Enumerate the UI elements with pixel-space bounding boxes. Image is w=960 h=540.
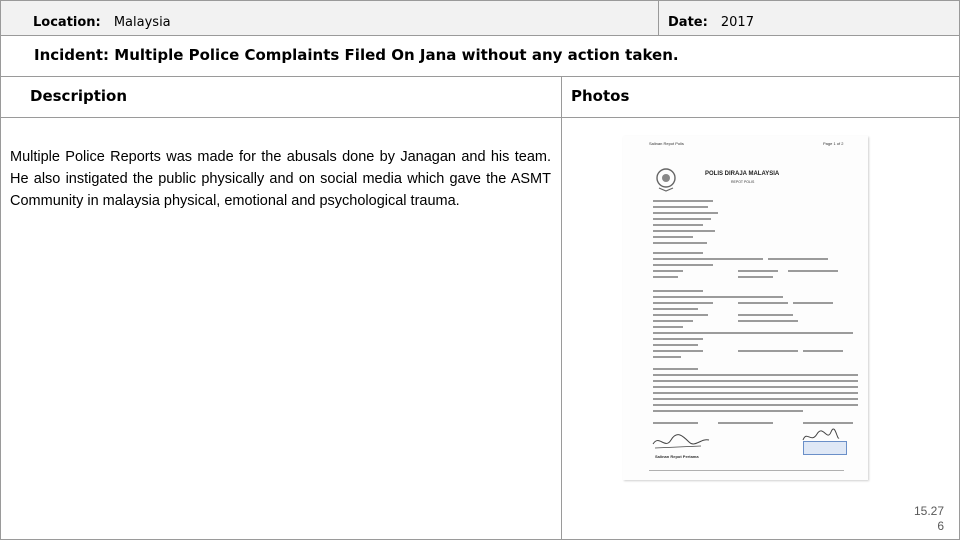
slide-number-line1: 15.27 [913, 504, 944, 518]
signature-caption: Salinan Repot Pertama [655, 454, 699, 459]
police-crest-icon [655, 166, 677, 192]
photo-subtitle: REPOT POLIS [731, 180, 755, 184]
photo-top-right-text: Page 1 of 2 [823, 141, 844, 146]
incident-title: Incident: Multiple Police Complaints Filed On Jana without any action taken. [34, 46, 679, 64]
police-report-photo [623, 136, 868, 480]
description-header-cell [0, 76, 562, 118]
location-label: Location: [33, 15, 101, 30]
description-header: Description [30, 87, 128, 105]
photos-header-cell [561, 76, 960, 118]
description-text: Multiple Police Reports was made for the abusals done by Janagan and his team. He also instigated the public physically and on social media which gave the ASMT Community in malaysia physical, emotional and psychological trauma. [10, 149, 551, 209]
date-cell [658, 0, 960, 36]
slide-number [914, 504, 944, 534]
photos-header: Photos [571, 87, 630, 105]
stamp-icon [803, 441, 847, 455]
photo-title: POLIS DIRAJA MALAYSIA [705, 171, 780, 177]
location-cell [0, 0, 659, 36]
date-value: 2017 [720, 15, 754, 30]
signature-left-icon [651, 430, 711, 452]
description-body-cell [0, 117, 562, 540]
location-value: Malaysia [113, 15, 171, 30]
date-label: Date: [668, 15, 708, 30]
incident-row [0, 35, 960, 77]
slide-number-line2: 6 [937, 519, 944, 533]
photo-top-left-text: Salinan Repot Polis [649, 141, 684, 146]
